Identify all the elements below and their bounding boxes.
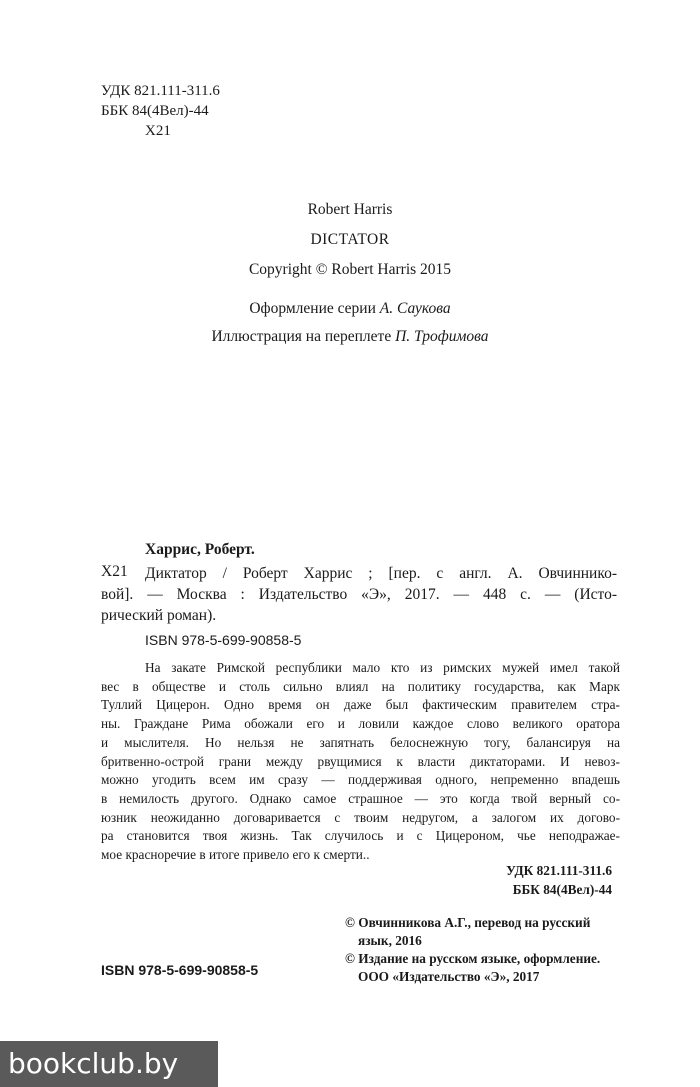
original-copyright: Copyright © Robert Harris 2015 — [248, 261, 452, 278]
annotation-text — [101, 659, 620, 865]
annotation-line: и мыслителя. Но нельзя не запятнать белоснежную тогу, балансируя на — [101, 734, 620, 750]
series-design-label: Оформление серии — [249, 300, 376, 317]
series-design-name: А. Саукова — [379, 300, 451, 317]
annotation-line: вес в обществе и столь сильно влиял на политику государства, как Марк — [101, 678, 620, 694]
annotation-udk: УДК 821.111-311.6 — [506, 863, 612, 878]
bbk-code: ББК 84(4Вел)-44 — [101, 103, 209, 119]
annotation-line: На закате Римской республики мало кто из римских мужей имел такой — [145, 660, 620, 675]
catalog-mark: Х21 — [101, 563, 128, 580]
edition-copyright: © Издание на русском языке, оформление. — [345, 951, 601, 966]
udk-code: УДК 821.111-311.6 — [101, 83, 220, 99]
annotation-line: мое красноречие в итоге привело его к смерти.. — [101, 847, 370, 863]
watermark: bookclub.by — [0, 1041, 218, 1087]
catalog-isbn: ISBN 978-5-699-90858-5 — [145, 632, 302, 648]
catalog-heading: Харрис, Роберт. — [145, 541, 255, 558]
translation-copyright: © Овчинникова А.Г., перевод на русский — [345, 915, 591, 930]
annotation-line: юзник неожиданно договаривается с твоим недругом, а залогом их догово- — [101, 809, 620, 825]
annotation-line: Туллий Цицерон. Одно время он даже был фактическим правителем стра- — [101, 697, 620, 713]
cover-illustration-label: Иллюстрация на переплете — [211, 328, 392, 345]
annotation-bbk: ББК 84(4Вел)-44 — [512, 882, 612, 897]
catalog-line: рический роман). — [101, 607, 217, 624]
annotation-line: можно угодить всем им сразу — поддерживая одного, непременно впадешь — [101, 772, 620, 788]
annotation-line: бритвенно-острой грани между рвущимися к власти диктаторами. И невоз- — [101, 753, 620, 769]
annotation-line: ны. Граждане Рима обожали его и ловили каждое слово великого оратора — [101, 716, 620, 732]
translation-copyright-cont: язык, 2016 — [358, 933, 422, 948]
cover-illustration-credit — [0, 328, 700, 346]
cover-illustration-name: П. Трофимова — [395, 328, 489, 345]
series-design-credit — [0, 300, 700, 318]
catalog-line: Диктатор / Роберт Харрис ; [пер. с англ. А. Овчиннико- — [145, 565, 617, 582]
original-author: Robert Harris — [307, 201, 393, 218]
footer-isbn: ISBN 978-5-699-90858-5 — [101, 962, 259, 978]
annotation-line: в немилость другого. Однако самое страшное — это когда твой верный со- — [101, 790, 620, 806]
annotation-line: ра становится твоя жизнь. Так случилось и с Цицероном, чье неподражае- — [101, 828, 620, 844]
author-mark: Х21 — [145, 123, 171, 139]
catalog-line: вой]. — Москва : Издательство «Э», 2017. — 448 с. — (Исто- — [101, 586, 617, 603]
original-title: DICTATOR — [310, 231, 390, 248]
edition-copyright-cont: ООО «Издательство «Э», 2017 — [358, 969, 540, 984]
